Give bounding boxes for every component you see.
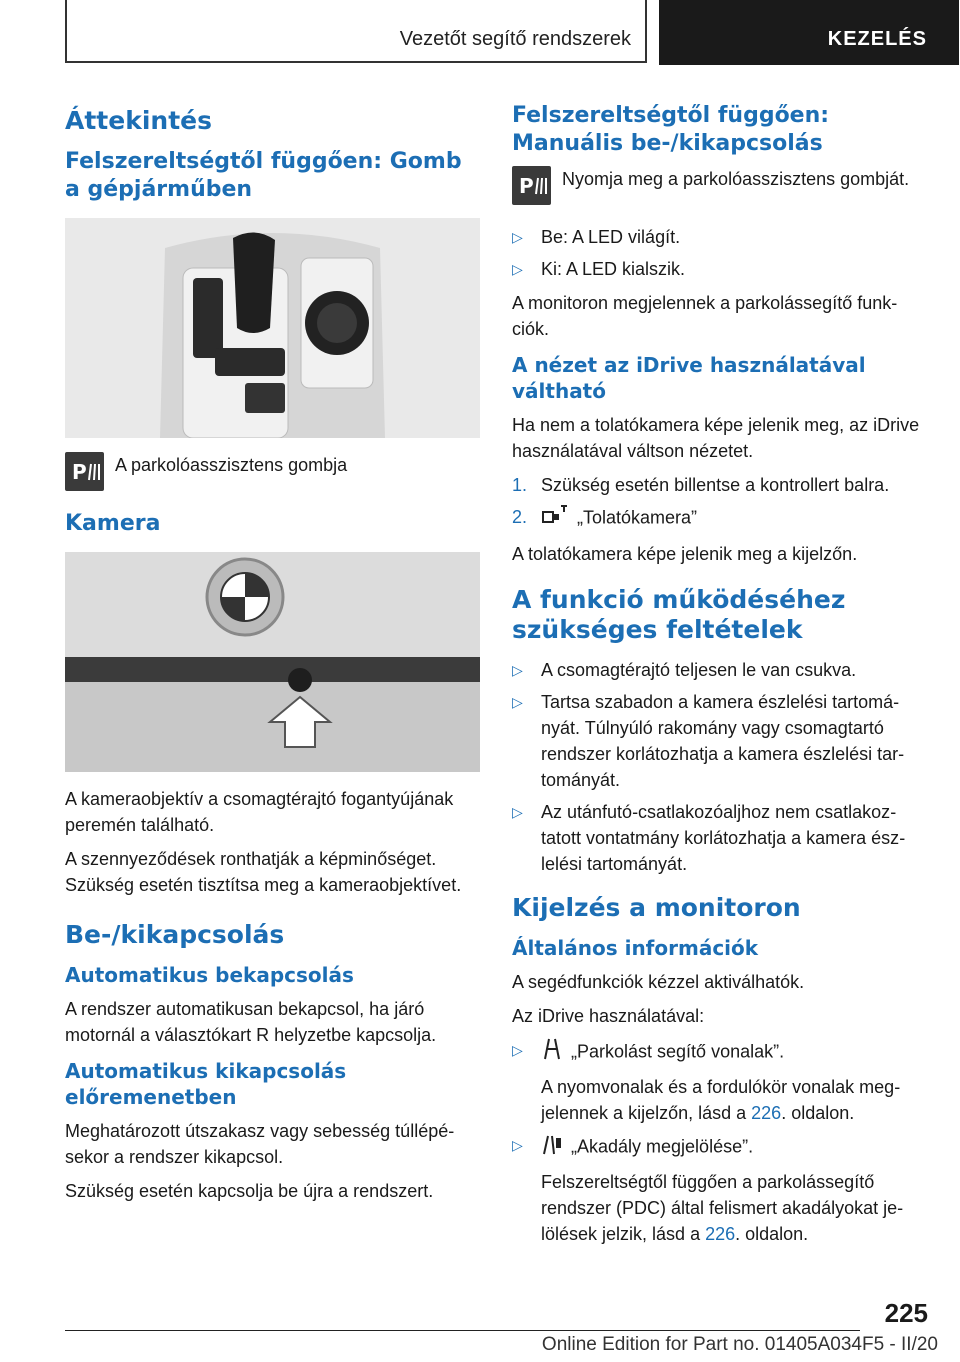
parking-button-caption (65, 452, 480, 492)
obstacle-marking-icon (541, 1132, 563, 1163)
auto-on-paragraph: A rendszer automatikusan bekapcsol, ha járó motornál a választókart R helyzetbe kapcsolja. (65, 999, 437, 1045)
switch-result: A tolatókamera képe jelenik meg a kijelzőn. (512, 544, 858, 564)
camera-paragraph-1: A kameraobjektív a csomagtérajtó fogantyújának peremén található. (65, 789, 454, 835)
camera-illustration (65, 552, 480, 772)
heading-requirements: A funkció működéséhez szükséges feltételek (512, 585, 846, 644)
triangle-marker-icon: ▷ (512, 694, 523, 710)
button-caption-text: A parkolóasszisztens gombja (115, 455, 348, 475)
section-label: KEZELÉS (827, 28, 927, 50)
general-paragraph-1: A segédfunkciók kézzel aktiválhatók. (512, 972, 805, 992)
list-item: ▷ „Akadály megjelölése”. Felszereltségtől függően a parkolássegítő rendszer (PDC) által felismert akadályokat jelölések jelzik, lásd a 226. oldalon. (512, 1132, 927, 1247)
list-item: ▷ „Parkolást segítő vonalak”. A nyomvonalak és a fordulókör vonalak megjelennek a kijelzőn, lásd a 226. oldalon. (512, 1037, 927, 1126)
left-column (65, 100, 480, 1212)
right-column (512, 100, 927, 1255)
heading-manual-on-off: Felszereltségtől függően: Manuális be-/kikapcsolás (512, 103, 830, 156)
auto-off-paragraph-1: Meghatározott útszakasz vagy sebesség túllépésekor a rendszer kikapcsol. (65, 1121, 455, 1167)
list-item: ▷ Be: A LED világít. (512, 224, 927, 250)
footer-rule (65, 1330, 860, 1331)
header-title-box (65, 0, 647, 63)
switch-steps (512, 472, 927, 533)
heading-switch-view: A nézet az iDrive használatával váltható (512, 353, 866, 403)
manual-instruction (512, 166, 927, 206)
svg-text:P: P (519, 174, 534, 198)
list-item: ▷ Ki: A LED kialszik. (512, 256, 927, 282)
heading-general-info: Általános információk (512, 936, 759, 960)
section-tab (659, 0, 959, 65)
parking-assistant-button-icon (65, 452, 104, 491)
switch-paragraph: Ha nem a tolatókamera képe jelenik meg, az iDrive használatával váltson nézetet. (512, 415, 920, 461)
display-functions-list (512, 1037, 927, 1247)
heading-on-off: Be-/kikapcsolás (65, 920, 285, 949)
heading-overview: Áttekintés (65, 106, 212, 135)
rear-camera-icon (541, 504, 569, 533)
camera-paragraph-2: A szennyeződések ronthatják a képminőséget. Szükség esetén tisztítsa meg a kameraobjektívet. (65, 849, 462, 895)
auto-off-paragraph-2: Szükség esetén kapcsolja be újra a rendszert. (65, 1181, 434, 1201)
general-paragraph-2: Az iDrive használatával: (512, 1006, 705, 1026)
triangle-marker-icon: ▷ (512, 662, 523, 678)
triangle-marker-icon: ▷ (512, 804, 523, 820)
list-item: ▷ Tartsa szabadon a kamera észlelési tartományát. Túlnyúló rakomány vagy csomagtartó rendszer korlátozhatja a kamera észlelési tartományát. (512, 689, 927, 793)
triangle-marker-icon: ▷ (512, 1042, 523, 1058)
parking-lines-icon (541, 1037, 563, 1068)
page-number: 225 (884, 1298, 928, 1328)
page-link-226[interactable]: 226 (705, 1224, 736, 1244)
camera-photo (65, 552, 480, 772)
heading-button-in-vehicle: Felszereltségtől függően: Gomb a gépjárműben (65, 149, 462, 202)
manual-note: A monitoron megjelennek a parkolássegítő funkciók. (512, 293, 898, 339)
list-item: ▷ A csomagtérajtó teljesen le van csukva. (512, 657, 927, 683)
step-item: 2. „Tolatókamera” (512, 504, 927, 533)
manual-instruction-text: Nyomja meg a parkolóasszisztens gombját. (562, 169, 910, 189)
manual-led-list (512, 224, 927, 282)
console-photo (65, 218, 480, 438)
svg-text:P: P (72, 460, 87, 484)
list-item: ▷ Az utánfutó-csatlakozóaljhoz nem csatlakoztatott vontatmány korlátozhatja a kamera észlelési tartományát. (512, 799, 927, 877)
parking-assistant-button-icon (512, 166, 551, 205)
edition-footer: Online Edition for Part no. 01405A034F5 - II/20 (541, 1334, 938, 1355)
heading-camera: Kamera (65, 511, 161, 536)
page-link-226[interactable]: 226 (751, 1103, 782, 1123)
page-header (65, 0, 959, 65)
heading-auto-on: Automatikus bekapcsolás (65, 963, 354, 987)
requirements-list (512, 657, 927, 877)
triangle-marker-icon: ▷ (512, 1137, 523, 1153)
step-item: 1. Szükség esetén billentse a kontrollert balra. (512, 475, 890, 495)
triangle-marker-icon: ▷ (512, 261, 523, 277)
chapter-title: Vezetőt segítő rendszerek (399, 28, 631, 50)
triangle-marker-icon: ▷ (512, 229, 523, 245)
heading-auto-off: Automatikus kikapcsolás előremenetben (65, 1059, 347, 1109)
heading-display: Kijelzés a monitoron (512, 893, 801, 922)
console-illustration (65, 218, 480, 438)
